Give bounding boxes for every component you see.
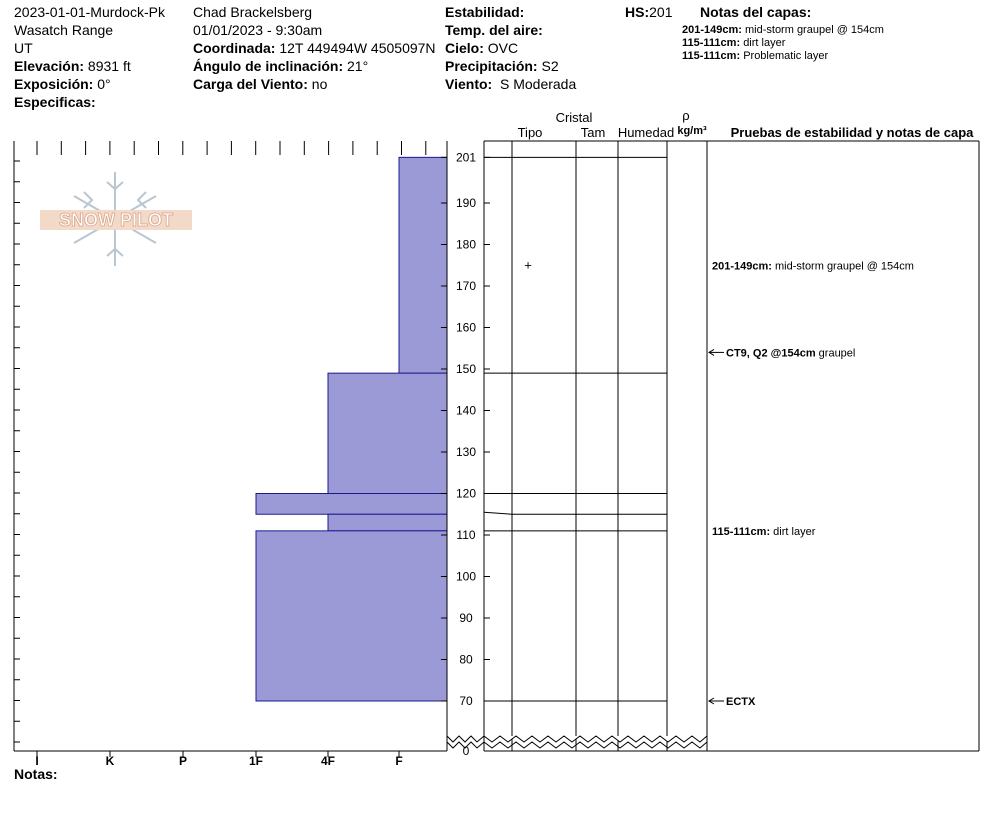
density-unit: kg/m³: [677, 125, 707, 137]
sky-value: OVC: [487, 40, 519, 56]
wind-label: Viento:: [445, 76, 493, 92]
site-range: Wasatch Range: [14, 22, 114, 38]
height-tick-label-5: 150: [455, 362, 477, 376]
aspect-value: 0°: [97, 76, 111, 92]
slope-value: 21°: [347, 58, 369, 74]
hardness-bars: [256, 157, 447, 701]
height-tick-label-11: 90: [459, 611, 473, 625]
site-name: 2023-01-01-Murdock-Pk: [14, 4, 165, 20]
specifics-label: Especificas:: [14, 94, 96, 110]
annotation-2: 115-111cm: dirt layer: [712, 525, 816, 538]
annotation-0: 201-149cm: mid-storm graupel @ 154cm: [712, 260, 914, 273]
hardness-tick-label-0: I: [35, 754, 39, 768]
hardness-tick-label-2: P: [178, 754, 188, 768]
hardness-axis: [35, 751, 402, 768]
wind-load-value: no: [311, 76, 328, 92]
hardness-bar-2: [256, 494, 447, 515]
observer-name: Chad Brackelsberg: [193, 4, 313, 20]
height-tick-label-13: 70: [459, 694, 473, 708]
elevation-value: 8931 ft: [87, 58, 131, 74]
air-temp-label: Temp. del aire:: [445, 22, 543, 38]
annotation-1: CT9, Q2 @154cm graupel: [726, 347, 856, 360]
wind-value: S Moderada: [499, 76, 577, 92]
layer-notes-title: Notas del capas:: [700, 4, 812, 20]
notes-label: Notas:: [14, 766, 58, 782]
annotation-3: ECTX: [726, 696, 756, 708]
height-tick-label-9: 110: [456, 528, 476, 542]
hardness-tick-label-4: 4F: [320, 754, 336, 768]
stability-label: Estabilidad:: [445, 4, 525, 20]
height-tick-label-3: 170: [455, 279, 477, 293]
precip-label: Precipitación:: [445, 58, 538, 74]
crystal-header: Cristal: [555, 110, 593, 125]
hardness-bar-1: [328, 373, 447, 493]
crystal-symbol-0: +: [524, 257, 532, 273]
tests-header: Pruebas de estabilidad y notas de capa: [730, 125, 974, 140]
elevation-label: Elevación:: [14, 58, 85, 74]
hardness-bar-0: [399, 157, 447, 373]
site-state: UT: [14, 40, 33, 56]
size-header: Tam: [580, 125, 606, 140]
coordinate-value: 12T 449494W 4505097N: [279, 40, 436, 56]
layer-note-2: 115-111cm: dirt layer: [682, 37, 786, 49]
height-tick-label-6: 140: [455, 403, 477, 418]
layer-note-1: 201-149cm: mid-storm graupel @ 154cm: [682, 24, 884, 36]
hs-value: 201: [649, 4, 673, 20]
hardness-bar-4: [256, 531, 447, 701]
height-tick-label-12: 80: [459, 652, 473, 667]
sky-label: Cielo:: [445, 40, 484, 56]
wind-load-label: Carga del Viento:: [193, 76, 308, 92]
height-tick-label-14: 0: [462, 744, 470, 758]
height-tick-label-1: 190: [455, 196, 477, 210]
properties-table: [484, 141, 979, 751]
snowpilot-logo: [40, 172, 192, 266]
layer-note-3: 115-111cm: Problematic layer: [682, 50, 829, 62]
layer-connector-3: [484, 512, 512, 514]
height-tick-label-0: 201: [455, 150, 477, 165]
hardness-tick-label-3: 1F: [248, 754, 264, 768]
height-tick-label-4: 160: [455, 320, 477, 335]
logo-text: SNOW PILOT: [59, 210, 173, 230]
height-axis: [441, 150, 490, 758]
height-tick-label-2: 180: [455, 237, 477, 252]
hardness-tick-label-5: F: [395, 754, 403, 768]
stability-annotations: [709, 260, 914, 708]
hs-label: HS:: [625, 4, 650, 20]
moisture-header: Humedad: [617, 125, 675, 140]
crystal-symbols: [524, 257, 532, 272]
height-tick-label-10: 100: [455, 569, 477, 584]
hardness-bar-3: [328, 514, 447, 531]
slope-label: Ángulo de inclinación:: [193, 58, 344, 74]
height-tick-label-7: 130: [455, 445, 477, 459]
type-header: Tipo: [517, 125, 543, 140]
aspect-label: Exposición:: [14, 76, 94, 92]
coordinate-label: Coordinada:: [193, 40, 276, 56]
precip-value: S2: [541, 58, 559, 74]
observation-datetime: 01/01/2023 - 9:30am: [193, 22, 323, 38]
hardness-tick-label-1: K: [105, 754, 115, 768]
axis-break: [447, 736, 707, 748]
height-tick-label-8: 120: [455, 486, 477, 501]
density-symbol: ρ: [682, 108, 690, 123]
